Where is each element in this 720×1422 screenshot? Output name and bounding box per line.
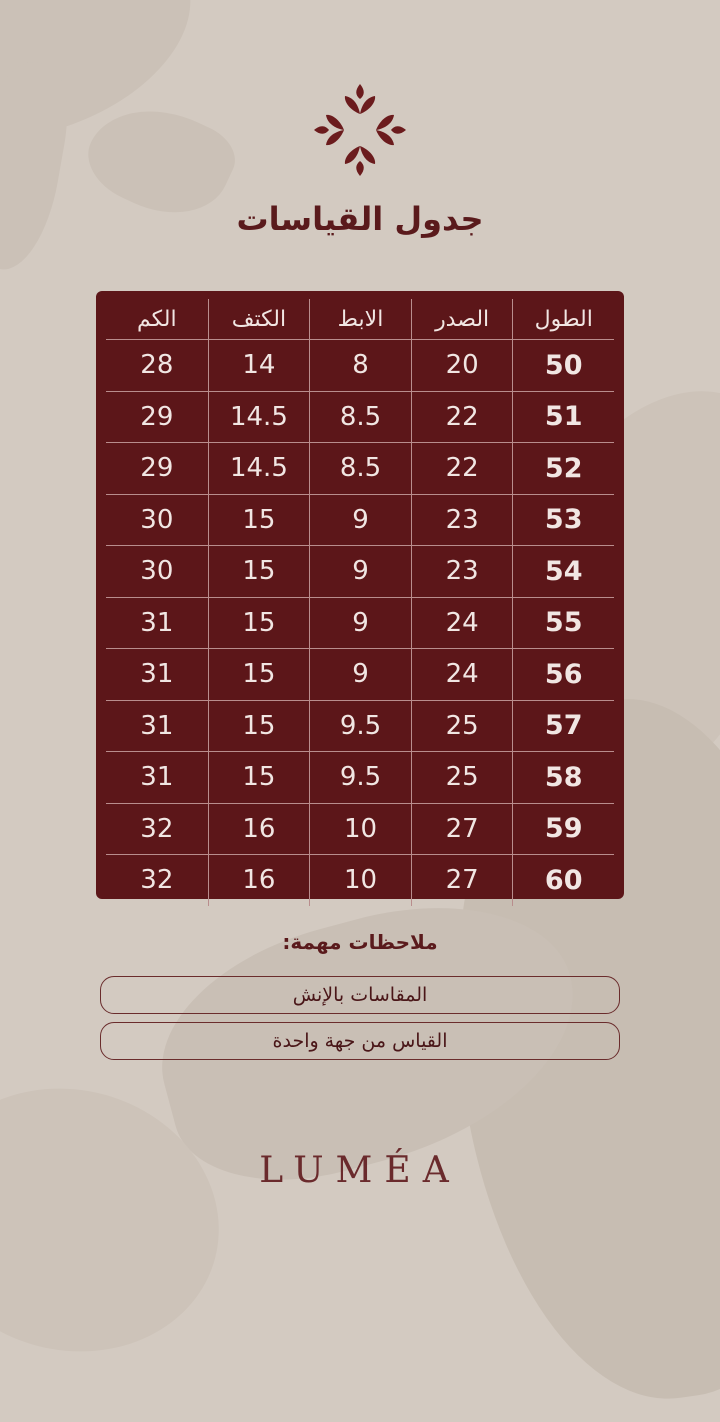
table-cell: 14.5 xyxy=(208,443,310,494)
table-cell: 59 xyxy=(512,804,614,855)
table-row xyxy=(106,392,614,444)
table-cell: 8 xyxy=(309,340,411,391)
size-chart-grid xyxy=(106,299,614,906)
table-cell: 10 xyxy=(309,804,411,855)
table-cell: 31 xyxy=(140,659,174,690)
size-chart-table xyxy=(96,291,624,899)
table-cell: 10 xyxy=(309,855,411,906)
brand-logo: LUMÉA xyxy=(259,1150,461,1191)
table-row xyxy=(106,598,614,650)
table-cell: 8.5 xyxy=(309,392,411,443)
column-header: الصدر xyxy=(411,299,513,339)
table-cell: 32 xyxy=(140,865,174,896)
note-item-one-side: القياس من جهة واحدة xyxy=(100,1022,620,1060)
table-cell: 9 xyxy=(309,649,411,700)
table-cell: 31 xyxy=(140,607,174,638)
column-header: الكتف xyxy=(208,299,310,339)
table-cell: 15 xyxy=(208,701,310,752)
table-cell: 9 xyxy=(309,598,411,649)
notes-title: ملاحظات مهمة: xyxy=(282,930,438,954)
table-cell: 52 xyxy=(512,443,614,494)
table-row xyxy=(106,495,614,547)
table-cell: 57 xyxy=(512,701,614,752)
table-cell: 50 xyxy=(512,340,614,391)
table-cell: 51 xyxy=(512,392,614,443)
table-cell: 22 xyxy=(411,392,513,443)
table-cell: 15 xyxy=(208,598,310,649)
table-row xyxy=(106,340,614,392)
table-cell: 29 xyxy=(140,401,174,432)
table-cell: 25 xyxy=(411,752,513,803)
table-cell: 29 xyxy=(140,453,174,484)
table-cell: 9.5 xyxy=(309,701,411,752)
table-cell: 15 xyxy=(208,649,310,700)
table-cell: 9.5 xyxy=(309,752,411,803)
table-cell: 27 xyxy=(411,855,513,906)
table-cell: 25 xyxy=(411,701,513,752)
table-cell: 28 xyxy=(140,350,174,381)
table-cell: 30 xyxy=(140,504,174,535)
table-cell: 15 xyxy=(208,495,310,546)
table-cell: 27 xyxy=(411,804,513,855)
table-row xyxy=(106,804,614,856)
table-cell: 53 xyxy=(512,495,614,546)
table-cell: 14 xyxy=(208,340,310,391)
table-cell: 56 xyxy=(512,649,614,700)
table-cell: 16 xyxy=(208,804,310,855)
note-item-units: المقاسات بالإنش xyxy=(100,976,620,1014)
table-cell: 22 xyxy=(411,443,513,494)
table-cell: 15 xyxy=(208,546,310,597)
floral-ornament-icon xyxy=(310,80,410,180)
table-cell: 16 xyxy=(208,855,310,906)
table-cell: 55 xyxy=(512,598,614,649)
table-cell: 58 xyxy=(512,752,614,803)
table-cell: 31 xyxy=(140,762,174,793)
table-cell: 20 xyxy=(411,340,513,391)
table-row xyxy=(106,752,614,804)
column-header: الطول xyxy=(512,299,614,339)
table-row xyxy=(106,443,614,495)
table-cell: 32 xyxy=(140,813,174,844)
table-cell: 9 xyxy=(309,546,411,597)
page-title: جدول القياسات xyxy=(236,200,484,238)
table-header-row xyxy=(106,299,614,340)
column-header: الابط xyxy=(309,299,411,339)
table-cell: 24 xyxy=(411,598,513,649)
table-cell: 24 xyxy=(411,649,513,700)
table-cell: 23 xyxy=(411,546,513,597)
table-row xyxy=(106,649,614,701)
table-cell: 30 xyxy=(140,556,174,587)
table-cell: 31 xyxy=(140,710,174,741)
table-cell: 8.5 xyxy=(309,443,411,494)
table-cell: 9 xyxy=(309,495,411,546)
table-cell: 54 xyxy=(512,546,614,597)
table-cell: 23 xyxy=(411,495,513,546)
table-row xyxy=(106,546,614,598)
table-cell: 15 xyxy=(208,752,310,803)
column-header: الكم xyxy=(137,306,177,332)
table-row xyxy=(106,701,614,753)
table-cell: 14.5 xyxy=(208,392,310,443)
table-row xyxy=(106,855,614,906)
table-cell: 60 xyxy=(512,855,614,906)
